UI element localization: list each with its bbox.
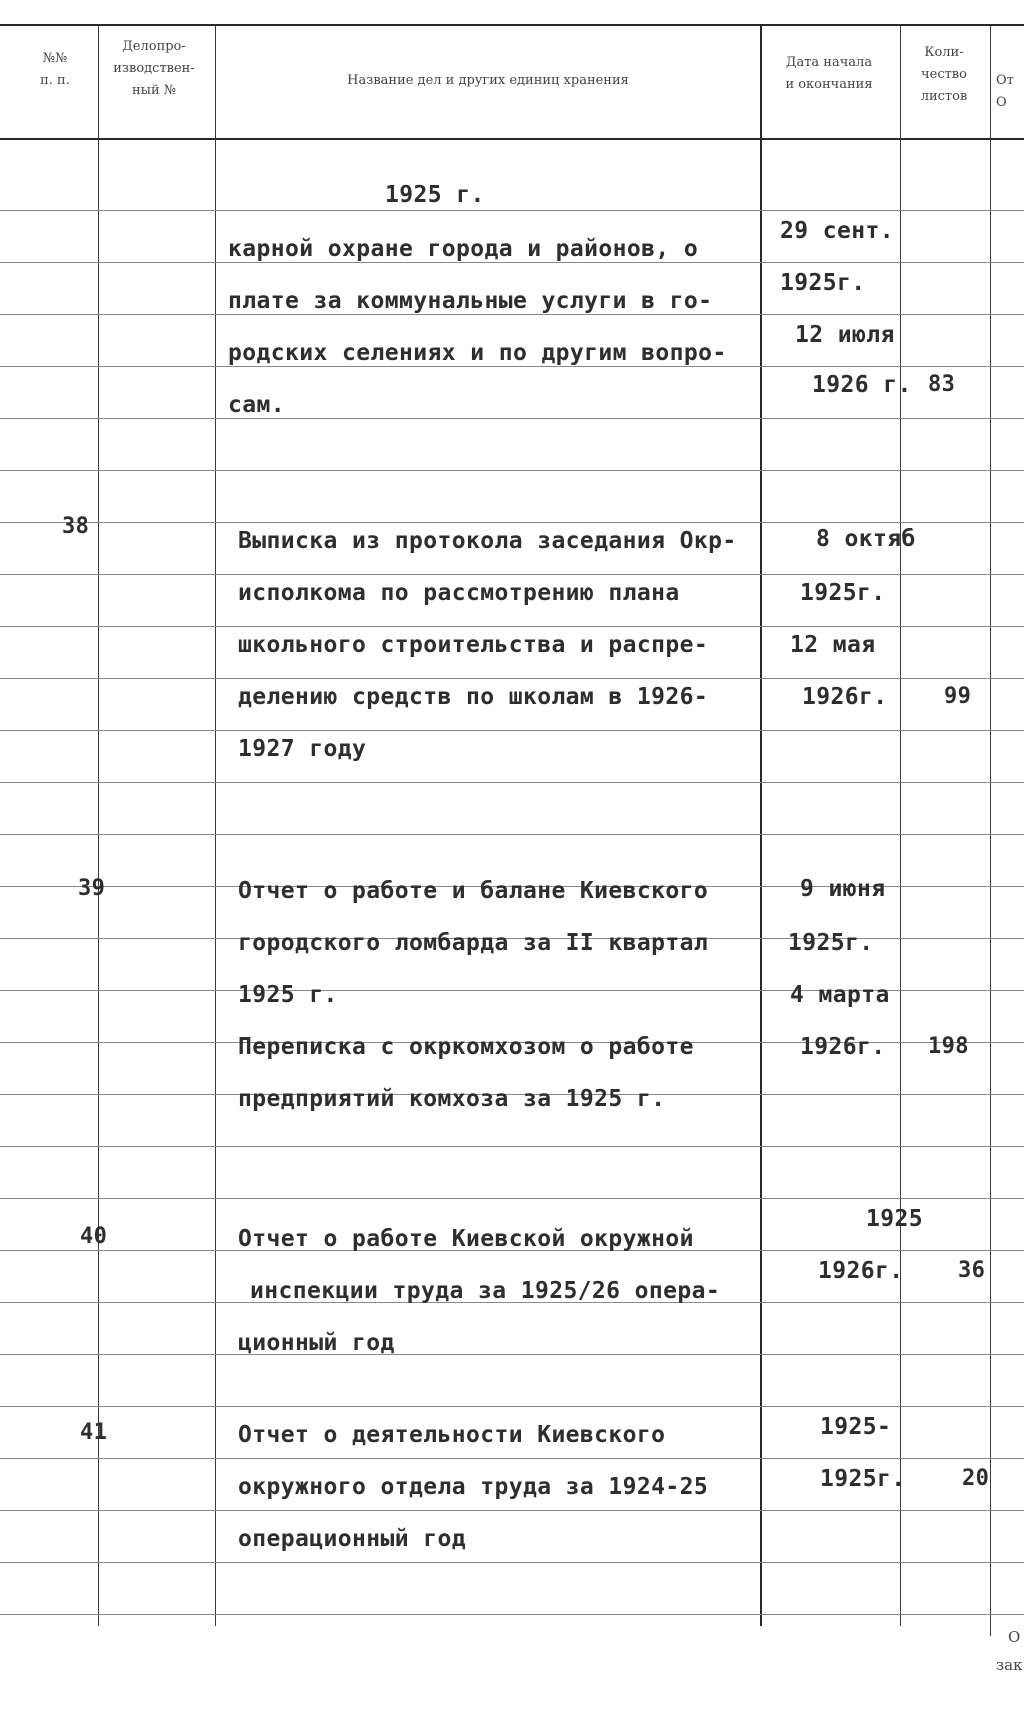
entry-title-line: 1925 г.: [238, 982, 338, 1008]
entry-title-line: Отчет о работе и балане Киевского: [238, 878, 709, 904]
ruled-line: [0, 1354, 1024, 1355]
entry-number: 39: [78, 876, 106, 901]
ruled-line: [0, 522, 1024, 523]
entry-title-line: окружного отдела труда за 1924-25: [238, 1474, 709, 1500]
footer-fragment: зак: [996, 1656, 1023, 1674]
entry-date-line: 1926г.: [802, 684, 888, 710]
entry-sheet-count: 83: [928, 372, 956, 397]
entry-number: 38: [62, 514, 90, 539]
entry-title-line: карной охране города и районов, о: [228, 236, 699, 262]
entry-sheet-count: 36: [958, 1258, 986, 1283]
entry-date-line: 4 марта: [790, 982, 890, 1008]
entry-title-line: ционный год: [238, 1330, 395, 1356]
col-divider-2: [215, 26, 216, 1626]
ruled-line: [0, 1458, 1024, 1459]
entry-date-line: 1925г.: [800, 580, 886, 606]
entry-date-line: 1925г.: [788, 930, 874, 956]
col-divider-3: [760, 26, 762, 1626]
ruled-line: [0, 1146, 1024, 1147]
ruled-line: [0, 418, 1024, 419]
ruled-line: [0, 314, 1024, 315]
entry-date-line: 29 сент.: [780, 218, 894, 244]
entry-title-line: предприятий комхоза за 1925 г.: [238, 1086, 666, 1112]
entry-number: 40: [80, 1224, 108, 1249]
header-col-office-number: Делопро- изводствен- ный №: [113, 39, 195, 98]
entry-title-line: инспекции труда за 1925/26 опера-: [250, 1278, 721, 1304]
header-bottom-border: [0, 138, 1024, 140]
entry-title-line: делению средств по школам в 1926-: [238, 684, 709, 710]
entry-sheet-count: 99: [944, 684, 972, 709]
entry-date-line: 1925: [866, 1206, 923, 1232]
entry-title-line: плате за коммунальные услуги в го-: [228, 288, 713, 314]
ruled-line: [0, 470, 1024, 471]
entry-title-line: операционный год: [238, 1526, 466, 1552]
entry-title-line: Отчет о деятельности Киевского: [238, 1422, 666, 1448]
col-divider-5: [990, 26, 991, 1636]
entry-date-line: 1925г.: [820, 1466, 906, 1492]
header-col-note: От О: [996, 73, 1014, 110]
entry-date-line: 9 июня: [800, 876, 886, 902]
entry-sheet-count: 20: [962, 1466, 990, 1491]
ruled-line: [0, 626, 1024, 627]
entry-title-line: 1927 году: [238, 736, 367, 762]
entry-date-line: 1926 г.: [812, 372, 912, 398]
entry-date-line: 12 июля: [795, 322, 895, 348]
entry-number: 41: [80, 1420, 108, 1445]
entry-title-line: исполкома по рассмотрению плана: [238, 580, 680, 606]
header-col-sheets: Коли- чество листов: [920, 45, 968, 104]
entry-title-line: Переписка с окркомхозом о работе: [238, 1034, 694, 1060]
entry-date-line: 1926г.: [800, 1034, 886, 1060]
ruled-line: [0, 782, 1024, 783]
ruled-line: [0, 678, 1024, 679]
entry-title-line: городского ломбарда за II квартал: [238, 930, 709, 956]
entry-title-line: сам.: [228, 392, 285, 418]
col-divider-1: [98, 26, 99, 1626]
ruled-line: [0, 1406, 1024, 1407]
ruled-line: [0, 834, 1024, 835]
entry-date-line: 1925г.: [780, 270, 866, 296]
ruled-line: [0, 210, 1024, 211]
entry-date-line: 12 мая: [790, 632, 876, 658]
ruled-line: [0, 366, 1024, 367]
header-col-title: Название дел и других единиц хранения: [347, 73, 629, 88]
entry-title-line: Выписка из протокола заседания Окр-: [238, 528, 737, 554]
col-divider-4: [900, 26, 901, 1626]
entry-title-line: Отчет о работе Киевской окружной: [238, 1226, 694, 1252]
entry-sheet-count: 198: [928, 1034, 969, 1059]
entry-date-line: 1926г.: [818, 1258, 904, 1284]
entry-date-line: 1925-: [820, 1414, 892, 1440]
header-col-number: №№ п. п.: [40, 51, 70, 88]
ruled-line: [0, 1614, 1024, 1615]
ruled-line: [0, 1562, 1024, 1563]
ruled-line: [0, 1198, 1024, 1199]
ruled-line: [0, 574, 1024, 575]
top-border: [0, 24, 1024, 26]
year-heading: 1925 г.: [385, 182, 485, 208]
entry-title-line: родских селениях и по другим вопро-: [228, 340, 727, 366]
entry-date-line: 8 октяб: [816, 526, 916, 552]
ruled-line: [0, 1510, 1024, 1511]
ruled-line: [0, 730, 1024, 731]
entry-title-line: школьного строительства и распре-: [238, 632, 709, 658]
ruled-line: [0, 262, 1024, 263]
footer-fragment: О: [1008, 1628, 1021, 1646]
header-col-dates: Дата начала и окончания: [785, 55, 873, 92]
